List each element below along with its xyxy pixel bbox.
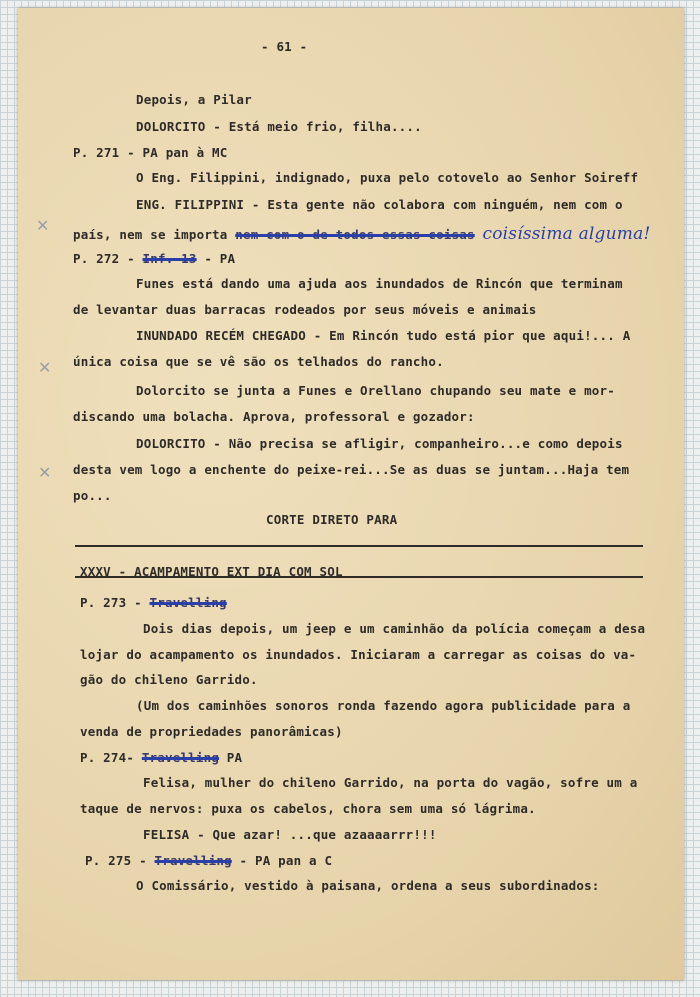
text-line: Funes está dando uma ajuda aos inundados de Rincón que terminam [136, 276, 623, 291]
dialogue-line: po... [73, 488, 112, 503]
dialogue-line: ENG. FILIPPINI - Esta gente não colabora com ninguém, nem com o [136, 197, 623, 212]
struck-text: Travelling [141, 750, 220, 765]
document-page [18, 8, 684, 980]
text-line: Depois, a Pilar [136, 92, 252, 107]
text-line: Dois dias depois, um jeep e um caminhão da polícia começam a desa [143, 621, 646, 636]
text-line: O Eng. Filippini, indignado, puxa pelo cotovelo ao Senhor Soireff [136, 170, 639, 185]
struck-text: Travelling [154, 853, 232, 868]
shot-heading: P. 274- Travelling PA [80, 750, 243, 765]
dialogue-line: única coisa que se vê são os telhados do rancho. [73, 354, 444, 369]
text-line: Felisa, mulher do chileno Garrido, na porta do vagão, sofre um a [143, 775, 638, 790]
dialogue-line: DOLORCITO - Não precisa se afligir, companheiro...e como depois [136, 436, 623, 451]
text-line: O Comissário, vestido à paisana, ordena a seus subordinados: [136, 878, 600, 893]
text-line: DOLORCITO - Está meio frio, filha.... [136, 119, 422, 134]
margin-mark-icon: ✕ [38, 358, 52, 377]
scene-heading: XXXV - ACAMPAMENTO EXT DIA COM SOL [80, 564, 343, 579]
divider [75, 576, 643, 578]
page-number: - 61 - [261, 39, 308, 54]
margin-mark-icon: ✕ [36, 216, 50, 235]
margin-mark-icon: ✕ [38, 463, 52, 482]
shot-heading: P. 272 - Inf. 13 - PA [73, 251, 236, 266]
struck-text: nem com o de todos essas coisas [235, 227, 475, 242]
text-line: venda de propriedades panorâmicas) [80, 724, 343, 739]
text-line: lojar do acampamento os inundados. Iniciaram a carregar as coisas do va- [80, 647, 637, 662]
dialogue-line: desta vem logo a enchente do peixe-rei...Se as duas se juntam...Haja tem [73, 462, 630, 477]
shot-heading: P. 273 - Travelling [80, 595, 227, 610]
text-line: Dolorcito se junta a Funes e Orellano chupando seu mate e mor- [136, 383, 615, 398]
struck-text: Inf. 13 [142, 251, 197, 266]
dialogue-line: INUNDADO RECÉM CHEGADO - Em Rincón tudo está pior que aqui!... A [136, 328, 631, 343]
text-line: (Um dos caminhões sonoros ronda fazendo agora publicidade para a [136, 698, 631, 713]
transition-text: CORTE DIRETO PARA [266, 512, 398, 527]
text-line: de levantar duas barracas rodeados por seus móveis e animais [73, 302, 537, 317]
text-line: taque de nervos: puxa os cabelos, chora sem uma só lágrima. [80, 801, 536, 816]
text-line: discando uma bolacha. Aprova, professoral e gozador: [73, 409, 475, 424]
shot-heading: P. 271 - PA pan à MC [73, 145, 228, 160]
handwritten-note: coisíssima alguma! [482, 224, 651, 244]
dialogue-line: FELISA - Que azar! ...que azaaaarrr!!! [143, 827, 437, 842]
text-line: gão do chileno Garrido. [80, 672, 258, 687]
divider [75, 545, 643, 547]
shot-heading: P. 275 - Travelling - PA pan a C [85, 853, 333, 868]
dialogue-line: país, nem se importa nem com o de todos essas coisas coisíssima alguma! [73, 224, 651, 244]
struck-text: Travelling [149, 595, 227, 610]
